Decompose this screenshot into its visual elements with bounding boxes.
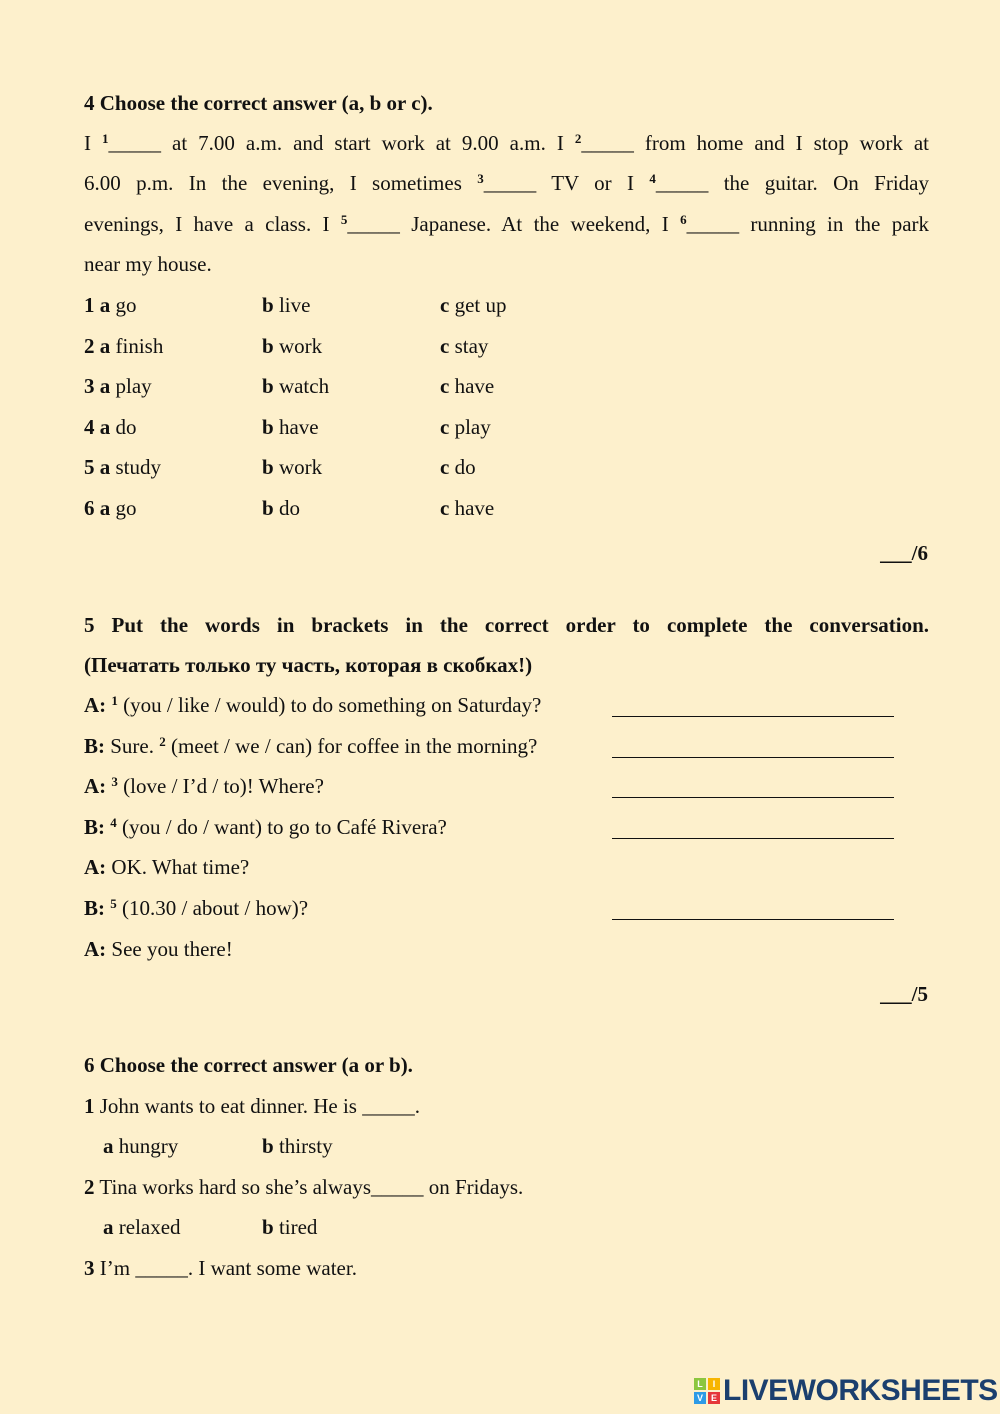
option-row: 5 a study b work c do [84,455,476,480]
paragraph-line: near my house. [84,252,212,276]
question-2: 2 Tina works hard so she’s always_____ on Fridays. [84,1175,524,1199]
answer-input-3[interactable] [612,797,894,798]
logo-tile: E [708,1392,720,1404]
logo-tile: I [708,1378,720,1390]
option-row: 1 a go b live c get up [84,293,507,317]
score-ex4: ___/6 [880,541,928,565]
exercise-5-note: (Печатать только ту часть, которая в скобках!) [84,653,533,677]
answer-input-2[interactable] [612,757,894,758]
question-2-options: a relaxed b tired [103,1215,318,1239]
question-1-options: a hungry b thirsty [103,1134,333,1158]
answer-input-5[interactable] [612,919,894,920]
logo-text: LIVEWORKSHEETS [723,1374,998,1407]
paragraph-line: 6.00 p.m. In the evening, I sometimes $^3$_____ TV or I $^4$_____ the guitar. On Friday [84,171,929,195]
score-ex5: ___/5 [880,982,928,1006]
question-3: 3 I’m _____. I want some water. [84,1256,357,1280]
dialogue-line: A: OK. What time? [84,855,250,880]
option-row: 3 a play b watch c have [84,374,495,399]
dialogue-line: B: $^5$ (10.30 / about / how)? [84,896,309,920]
paragraph-line: evenings, I have a class. I $^5$_____ Japanese. At the weekend, I $^6$_____ running in the park [84,212,930,236]
option-row: 2 a finish b work c stay [84,333,489,358]
dialogue-line: A: $^1$ (you / like / would) to do something on Saturday? [84,693,542,717]
option-row: 6 a go b do c have [84,496,495,520]
exercise-6-title: 6 Choose the correct answer (a or b). [84,1053,413,1077]
dialogue-line: A: $^3$ (love / I’d / to)! Where? [84,774,324,799]
logo-tile: L [694,1378,706,1390]
logo-tile: V [694,1392,706,1404]
dialogue-line: B: $^4$ (you / do / want) to go to Café Rivera? [84,814,447,839]
logo-tiles-icon [694,1378,720,1404]
liveworksheets-logo [694,1374,998,1408]
exercise-4-title: 4 Choose the correct answer (a, b or c). [84,91,433,115]
question-1: 1 John wants to eat dinner. He is _____. [84,1094,420,1118]
exercise-5-title: 5 Put the words in brackets in the correct order to complete the conversation. [84,613,929,637]
answer-input-1[interactable] [612,716,894,717]
option-row: 4 a do b have c play [84,414,491,439]
dialogue-line: B: Sure. $^2$ (meet / we / can) for coffee in the morning? [84,733,538,758]
dialogue-line: A: See you there! [84,936,233,961]
paragraph-line: I $^1$_____ at 7.00 a.m. and start work at 9.00 a.m. I $^2$_____ from home and I stop work at [84,131,929,155]
answer-input-4[interactable] [612,838,894,839]
